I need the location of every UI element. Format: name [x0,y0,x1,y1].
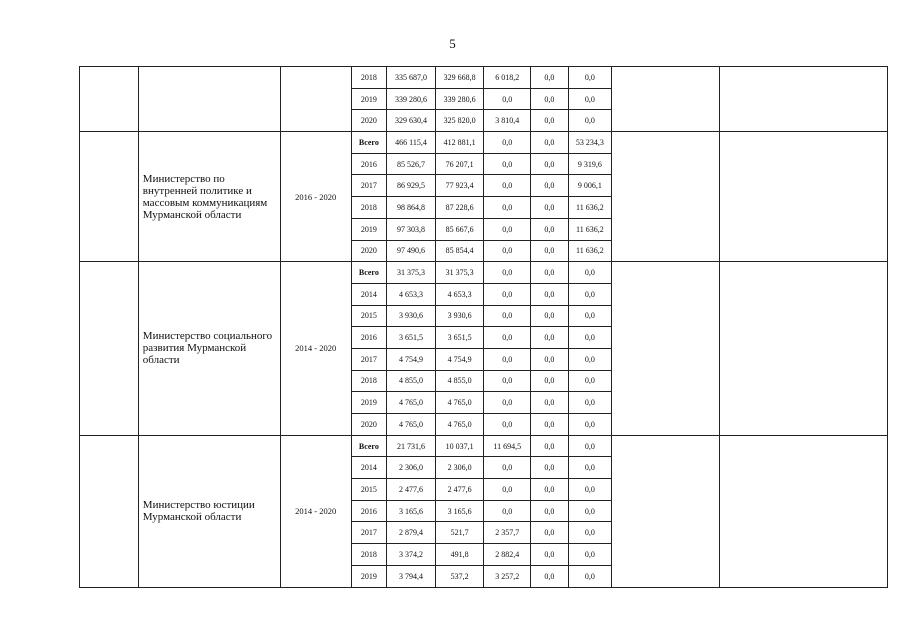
federal-budget-cell: 0,0 [484,218,531,240]
row-number-cell [80,132,139,262]
federal-budget-cell: 0,0 [484,479,531,501]
local-budget-cell: 0,0 [531,522,569,544]
regional-budget-cell: 31 375,3 [435,262,484,284]
year-cell: 2019 [351,565,386,587]
year-cell: 2020 [351,110,386,132]
year-cell: 2020 [351,240,386,262]
year-cell: 2020 [351,414,386,436]
organization-cell [138,67,280,132]
other-sources-cell: 0,0 [568,565,612,587]
federal-budget-cell: 0,0 [484,153,531,175]
regional-budget-cell: 412 881,1 [435,132,484,154]
other-sources-cell: 11 636,2 [568,240,612,262]
federal-budget-cell: 0,0 [484,197,531,219]
local-budget-cell: 0,0 [531,218,569,240]
regional-budget-cell: 4 855,0 [435,370,484,392]
regional-budget-cell: 87 228,6 [435,197,484,219]
total-amount-cell: 335 687,0 [387,67,436,89]
year-cell: 2019 [351,392,386,414]
total-amount-cell: 3 794,4 [387,565,436,587]
year-cell: 2015 [351,305,386,327]
year-cell: 2016 [351,500,386,522]
page-number: 5 [449,36,456,51]
local-budget-cell: 0,0 [531,327,569,349]
year-cell: 2017 [351,348,386,370]
federal-budget-cell: 6 018,2 [484,67,531,89]
federal-budget-cell: 0,0 [484,132,531,154]
local-budget-cell: 0,0 [531,110,569,132]
year-cell: 2018 [351,67,386,89]
federal-budget-cell: 2 357,7 [484,522,531,544]
year-cell: 2018 [351,197,386,219]
period-cell: 2014 - 2020 [280,435,351,587]
local-budget-cell: 0,0 [531,197,569,219]
federal-budget-cell: 0,0 [484,348,531,370]
federal-budget-cell: 0,0 [484,392,531,414]
indicator-cell [612,262,719,436]
local-budget-cell: 0,0 [531,544,569,566]
regional-budget-cell: 85 667,6 [435,218,484,240]
local-budget-cell: 0,0 [531,305,569,327]
total-amount-cell: 339 280,6 [387,88,436,110]
other-sources-cell: 0,0 [568,67,612,89]
regional-budget-cell: 77 923,4 [435,175,484,197]
federal-budget-cell: 0,0 [484,283,531,305]
regional-budget-cell: 491,8 [435,544,484,566]
regional-budget-cell: 76 207,1 [435,153,484,175]
total-amount-cell: 4 754,9 [387,348,436,370]
other-sources-cell: 9 319,6 [568,153,612,175]
local-budget-cell: 0,0 [531,132,569,154]
row-number-cell [80,67,139,132]
federal-budget-cell: 3 257,2 [484,565,531,587]
row-number-cell [80,262,139,436]
total-amount-cell: 2 477,6 [387,479,436,501]
period-cell: 2014 - 2020 [280,262,351,436]
federal-budget-cell: 0,0 [484,327,531,349]
other-sources-cell: 0,0 [568,392,612,414]
regional-budget-cell: 339 280,6 [435,88,484,110]
year-cell: 2014 [351,457,386,479]
regional-budget-cell: 85 854,4 [435,240,484,262]
other-sources-cell: 0,0 [568,414,612,436]
other-sources-cell: 0,0 [568,262,612,284]
other-sources-cell: 53 234,3 [568,132,612,154]
year-cell: 2014 [351,283,386,305]
result-cell [719,67,887,132]
regional-budget-cell: 329 668,8 [435,67,484,89]
result-cell [719,132,887,262]
total-amount-cell: 3 930,6 [387,305,436,327]
indicator-cell [612,132,719,262]
regional-budget-cell: 521,7 [435,522,484,544]
other-sources-cell: 0,0 [568,435,612,457]
total-amount-cell: 21 731,6 [387,435,436,457]
local-budget-cell: 0,0 [531,153,569,175]
year-cell: 2016 [351,153,386,175]
federal-budget-cell: 0,0 [484,305,531,327]
local-budget-cell: 0,0 [531,262,569,284]
other-sources-cell: 0,0 [568,479,612,501]
other-sources-cell: 0,0 [568,305,612,327]
other-sources-cell: 11 636,2 [568,197,612,219]
year-cell: 2019 [351,218,386,240]
other-sources-cell: 0,0 [568,522,612,544]
year-cell: 2017 [351,522,386,544]
regional-budget-cell: 2 306,0 [435,457,484,479]
local-budget-cell: 0,0 [531,392,569,414]
total-amount-cell: 4 765,0 [387,392,436,414]
total-amount-cell: 329 630,4 [387,110,436,132]
local-budget-cell: 0,0 [531,348,569,370]
total-amount-cell: 31 375,3 [387,262,436,284]
year-cell: 2017 [351,175,386,197]
federal-budget-cell: 0,0 [484,240,531,262]
local-budget-cell: 0,0 [531,457,569,479]
organization-cell: Министерство юстиции Мурманской области [138,435,280,587]
total-amount-cell: 97 303,8 [387,218,436,240]
federal-budget-cell: 0,0 [484,457,531,479]
year-cell: 2019 [351,88,386,110]
indicator-cell [612,435,719,587]
organization-cell: Министерство социального развития Мурманской области [138,262,280,436]
total-amount-cell: 4 855,0 [387,370,436,392]
local-budget-cell: 0,0 [531,175,569,197]
period-cell [280,67,351,132]
year-cell: Всего [351,435,386,457]
total-amount-cell: 2 879,4 [387,522,436,544]
regional-budget-cell: 4 754,9 [435,348,484,370]
other-sources-cell: 0,0 [568,283,612,305]
other-sources-cell: 0,0 [568,348,612,370]
other-sources-cell: 11 636,2 [568,218,612,240]
row-number-cell [80,435,139,587]
regional-budget-cell: 2 477,6 [435,479,484,501]
total-amount-cell: 3 374,2 [387,544,436,566]
result-cell [719,435,887,587]
regional-budget-cell: 10 037,1 [435,435,484,457]
total-amount-cell: 2 306,0 [387,457,436,479]
federal-budget-cell: 3 810,4 [484,110,531,132]
local-budget-cell: 0,0 [531,240,569,262]
other-sources-cell: 9 006,1 [568,175,612,197]
indicator-cell [612,67,719,132]
local-budget-cell: 0,0 [531,88,569,110]
regional-budget-cell: 325 820,0 [435,110,484,132]
total-amount-cell: 4 765,0 [387,414,436,436]
year-cell: Всего [351,132,386,154]
regional-budget-cell: 537,2 [435,565,484,587]
federal-budget-cell: 0,0 [484,88,531,110]
federal-budget-cell: 0,0 [484,262,531,284]
total-amount-cell: 3 165,6 [387,500,436,522]
table-row [80,132,888,154]
local-budget-cell: 0,0 [531,479,569,501]
result-cell [719,262,887,436]
federal-budget-cell: 0,0 [484,500,531,522]
year-cell: 2016 [351,327,386,349]
regional-budget-cell: 3 930,6 [435,305,484,327]
local-budget-cell: 0,0 [531,565,569,587]
budget-table [79,66,888,588]
other-sources-cell: 0,0 [568,500,612,522]
regional-budget-cell: 3 651,5 [435,327,484,349]
total-amount-cell: 3 651,5 [387,327,436,349]
federal-budget-cell: 0,0 [484,370,531,392]
table-row [80,262,888,284]
local-budget-cell: 0,0 [531,370,569,392]
year-cell: Всего [351,262,386,284]
other-sources-cell: 0,0 [568,327,612,349]
local-budget-cell: 0,0 [531,435,569,457]
total-amount-cell: 85 526,7 [387,153,436,175]
year-cell: 2015 [351,479,386,501]
total-amount-cell: 86 929,5 [387,175,436,197]
local-budget-cell: 0,0 [531,67,569,89]
other-sources-cell: 0,0 [568,544,612,566]
total-amount-cell: 97 490,6 [387,240,436,262]
regional-budget-cell: 4 765,0 [435,392,484,414]
regional-budget-cell: 3 165,6 [435,500,484,522]
other-sources-cell: 0,0 [568,457,612,479]
regional-budget-cell: 4 765,0 [435,414,484,436]
period-cell: 2016 - 2020 [280,132,351,262]
regional-budget-cell: 4 653,3 [435,283,484,305]
other-sources-cell: 0,0 [568,370,612,392]
local-budget-cell: 0,0 [531,283,569,305]
federal-budget-cell: 11 694,5 [484,435,531,457]
other-sources-cell: 0,0 [568,110,612,132]
other-sources-cell: 0,0 [568,88,612,110]
federal-budget-cell: 2 882,4 [484,544,531,566]
total-amount-cell: 4 653,3 [387,283,436,305]
local-budget-cell: 0,0 [531,414,569,436]
federal-budget-cell: 0,0 [484,175,531,197]
total-amount-cell: 466 115,4 [387,132,436,154]
total-amount-cell: 98 864,8 [387,197,436,219]
local-budget-cell: 0,0 [531,500,569,522]
table-row [80,435,888,457]
year-cell: 2018 [351,544,386,566]
federal-budget-cell: 0,0 [484,414,531,436]
organization-cell: Министерство по внутренней политике и массовым коммуникациям Мурманской области [138,132,280,262]
table-row [80,67,888,89]
year-cell: 2018 [351,370,386,392]
